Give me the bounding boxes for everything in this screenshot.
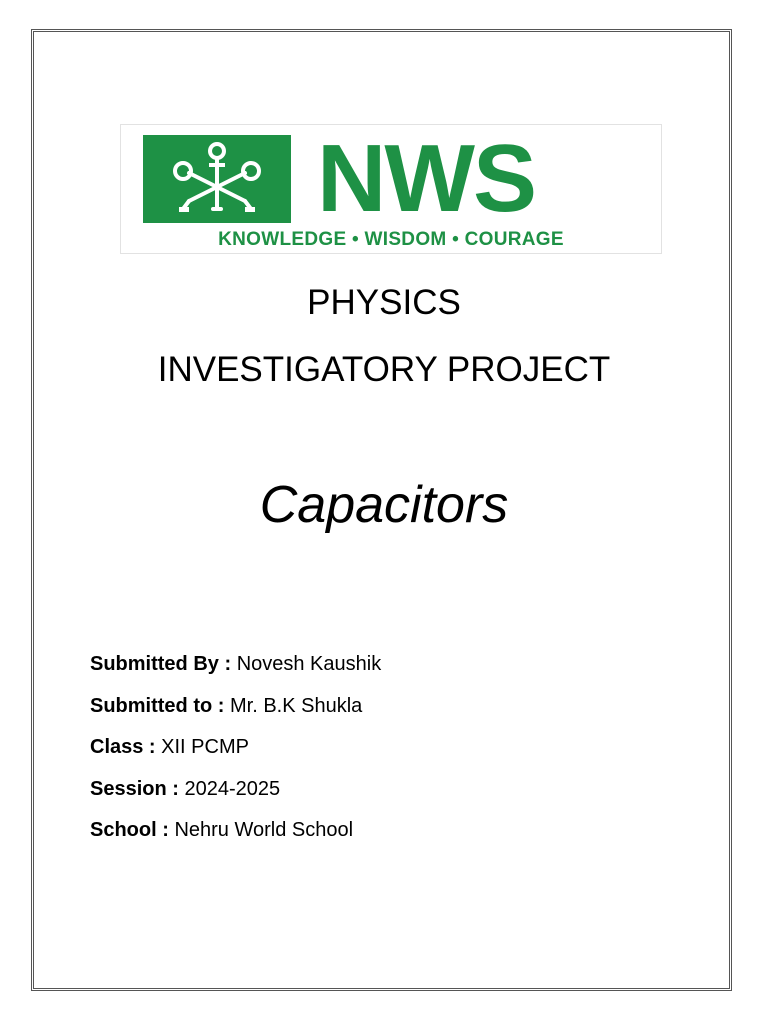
detail-value: XII PCMP [161,736,249,758]
project-title: Capacitors [259,476,509,534]
detail-class [90,733,381,775]
logo-tagline: KNOWLEDGE • WISDOM • COURAGE [218,229,564,250]
detail-value: Nehru World School [174,819,354,841]
submission-details [90,650,381,858]
detail-value: Mr. B.K Shukla [230,694,363,717]
crossed-keys-icon [143,135,291,223]
project-subject: PHYSICS [307,283,461,322]
detail-label: Class : [90,736,156,758]
logo-wordmark: NWS [317,125,535,232]
detail-value: Novesh Kaushik [236,653,382,675]
detail-value: 2024-2025 [184,777,281,800]
detail-label: Session : [90,777,179,800]
detail-label: School : [90,819,169,841]
detail-label: Submitted to : [90,694,225,717]
detail-session [90,775,381,817]
detail-school [90,816,381,858]
detail-submitted-by [90,650,381,692]
project-type: INVESTIGATORY PROJECT [157,350,611,389]
detail-label: Submitted By : [90,653,232,675]
school-logo [120,124,662,254]
detail-submitted-to [90,692,381,734]
